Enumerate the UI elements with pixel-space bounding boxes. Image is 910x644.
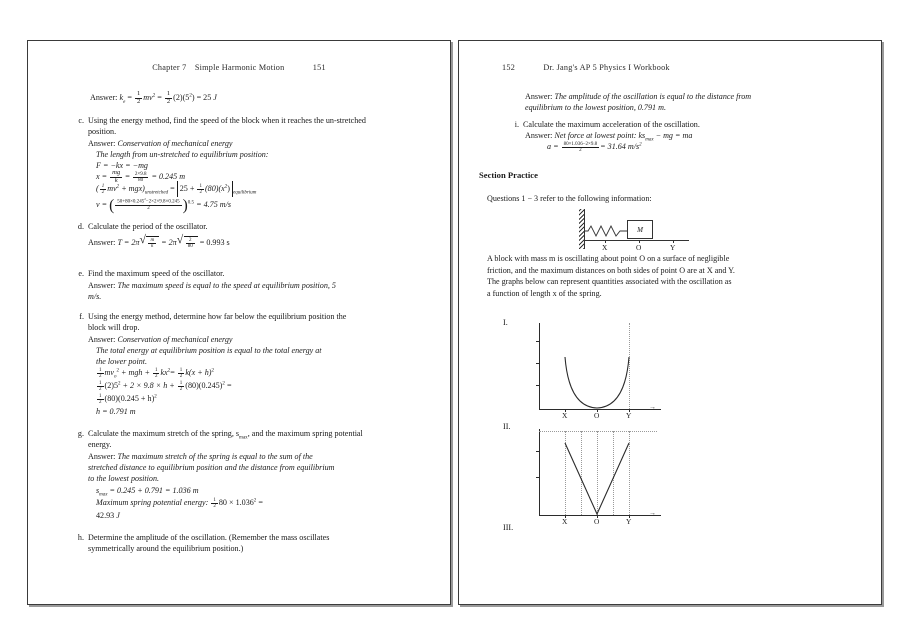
item-c-answer-lead bbox=[88, 138, 232, 149]
item-h-label: h. bbox=[77, 533, 84, 542]
answer-h-italic: The amplitude of the oscillation is equal to the distance from equilibrium to the lowest position, 0.791 m. bbox=[525, 92, 752, 113]
v-power: 0.5 bbox=[187, 200, 195, 206]
pe-label: Maximum spring potential energy: bbox=[96, 498, 209, 507]
item-g bbox=[72, 428, 372, 451]
item-i-italic-a: Net force at lowest point: ks bbox=[554, 131, 646, 140]
item-i-label: i. bbox=[514, 120, 519, 129]
graph-II-x-arrow-icon: → bbox=[649, 509, 656, 517]
item-d-label: d. bbox=[77, 222, 84, 231]
answer-label: Answer: bbox=[88, 335, 116, 344]
one-half-frac-1 bbox=[135, 91, 142, 106]
item-g-pe-result bbox=[96, 510, 120, 521]
eq1-exp: 2 bbox=[116, 368, 119, 374]
item-e-text: Find the maximum speed of the oscillator. bbox=[88, 269, 225, 278]
radical-1 bbox=[139, 236, 159, 249]
figure-label-x: X bbox=[602, 243, 608, 252]
answer-label: Answer: bbox=[90, 93, 118, 103]
page-number-right: 152 bbox=[502, 63, 516, 72]
bracket-a: 25 + bbox=[179, 184, 195, 193]
item-i-text: Calculate the maximum acceleration of the oscillation. bbox=[523, 120, 700, 129]
eq1-sub: o bbox=[113, 374, 117, 380]
figure-label-o: O bbox=[636, 243, 642, 252]
smax-symbol: s bbox=[96, 486, 100, 495]
period-mid: = 2π bbox=[161, 238, 177, 247]
sub-equilibrium: equilibrium bbox=[232, 190, 257, 196]
graph-III-numeral: III. bbox=[503, 523, 514, 532]
equals-1: = bbox=[127, 93, 132, 103]
eq1-rhs-exp: 2 bbox=[211, 368, 214, 374]
frac-num: mg bbox=[112, 169, 121, 176]
accel-result: = 31.64 m/s bbox=[600, 142, 640, 151]
pe-equals: = bbox=[258, 498, 263, 507]
v-symbol: v = bbox=[96, 200, 108, 209]
item-f bbox=[72, 311, 362, 334]
equals-4: = bbox=[170, 184, 175, 193]
graph-I-curve bbox=[539, 323, 664, 413]
frac-num: $50+80\times 0.245^2-2\times 2\times 9.8\times 0.245$ bbox=[117, 197, 180, 205]
v-frac bbox=[115, 199, 181, 211]
eq2-equals: = bbox=[226, 381, 232, 390]
answer-b-line bbox=[90, 91, 217, 106]
answer-label: Answer: bbox=[88, 452, 116, 461]
item-d bbox=[72, 221, 372, 232]
joule-unit: J bbox=[213, 93, 217, 103]
item-c-text: Using the energy method, find the speed of the block when it reaches the un-stretched position. bbox=[88, 116, 366, 137]
abs-bars: 25 + $\frac{1}{2}$ $(80)(x^2)$ bbox=[177, 183, 233, 195]
item-h-text: Determine the amplitude of the oscillation. (Remember the mass oscillates symmetrically around the equilibrium position.) bbox=[88, 533, 330, 554]
item-f-eq-1: $\frac{1}{2}$ $mv_o^2$ + mgh + $\frac{1}{2}$ $kx^2=$ $\frac{1}{2}$ $k(x + h)^2$ bbox=[99, 367, 214, 380]
period-tail: = 0.993 s bbox=[199, 238, 230, 247]
frac-num: 1 bbox=[136, 90, 141, 97]
item-i-sub: max bbox=[645, 137, 654, 143]
equals-2: = bbox=[157, 93, 162, 103]
item-g-label: g. bbox=[77, 429, 84, 438]
frac-den: 2 bbox=[562, 147, 600, 153]
graph-I-label-o: O bbox=[594, 411, 600, 420]
x-symbol: x = bbox=[96, 172, 108, 182]
item-i-italic-b: − mg = ma bbox=[653, 131, 693, 140]
paren-right: ) bbox=[182, 196, 188, 214]
page-number-left: 151 bbox=[312, 63, 326, 72]
pe-expr-exp: 2 bbox=[253, 498, 257, 504]
eq1-rhs: k(x + h) bbox=[185, 368, 212, 377]
frac-den: k bbox=[110, 177, 122, 185]
one-half-frac-2 bbox=[165, 91, 172, 106]
v-result: = 4.75 m/s bbox=[196, 200, 232, 209]
eq2-a: (2)5 bbox=[104, 381, 118, 390]
m-over-k: √ $\frac{m}{k}$ bbox=[150, 237, 155, 249]
graph-II-label-o: O bbox=[594, 517, 600, 526]
spring-block-figure bbox=[579, 209, 739, 254]
item-f-answer-lead bbox=[88, 334, 232, 345]
item-d-answer bbox=[88, 236, 230, 249]
graph-II-label-x: X bbox=[562, 517, 568, 526]
eq1-mgh: + mgh + bbox=[121, 368, 150, 377]
item-e-label: e. bbox=[78, 269, 84, 278]
answer-b-tail: ) = 25 bbox=[191, 93, 214, 103]
item-e-answer bbox=[88, 280, 338, 302]
graph-II-numeral: II. bbox=[503, 422, 511, 431]
item-c-line-1: The length from un-stretched to equilibrium position: bbox=[96, 150, 269, 159]
smax-value: = 0.245 + 0.791 = 1.036 m bbox=[109, 486, 199, 495]
item-e-answer-italic: The maximum speed is equal to the speed at equilibrium position, 5 m/s. bbox=[88, 281, 336, 302]
numeric-frac bbox=[133, 172, 149, 184]
answer-b-ke-sub: e bbox=[123, 99, 126, 105]
pe-unit: J bbox=[116, 511, 120, 520]
answer-label: Answer: bbox=[88, 281, 116, 290]
item-c bbox=[72, 115, 372, 138]
equals-3: = bbox=[125, 172, 130, 182]
answer-b-numbers: (2)(5 bbox=[173, 93, 190, 103]
mv-exp: 2 bbox=[152, 93, 156, 99]
item-f-eq-4: h = 0.791 m bbox=[96, 407, 136, 416]
item-c-v-eq bbox=[96, 196, 232, 214]
eq2-c: (80)(0.245) bbox=[185, 381, 223, 390]
item-g-pe bbox=[96, 497, 263, 509]
item-f-text: Using the energy method, determine how far below the equilibrium position the block will drop. bbox=[88, 312, 347, 333]
eq2-a-exp: 2 bbox=[118, 381, 121, 387]
item-g-answer-italic: The maximum stretch of the spring is equal to the sum of the stretched distance to equilibrium position and the distance from equilibrium to the lowest position. bbox=[88, 452, 335, 484]
bracket-b: (80)(x bbox=[204, 184, 225, 193]
figure-label-y: Y bbox=[670, 243, 676, 252]
paren-left: ( bbox=[109, 196, 115, 214]
answer-label: Answer: bbox=[525, 92, 553, 101]
pe-expr: 80 × 1.036 bbox=[218, 498, 254, 507]
answer-h-block bbox=[525, 91, 780, 113]
bracket-c: ) bbox=[227, 184, 230, 193]
accel-lead: a = bbox=[547, 142, 559, 151]
item-h bbox=[72, 532, 362, 555]
frac-den: 2 bbox=[136, 97, 141, 105]
mv-term: mv bbox=[143, 93, 153, 103]
running-head-chapter: Chapter 7 bbox=[152, 63, 187, 72]
frac-den: 2 bbox=[166, 97, 171, 105]
running-head-book-title: Dr. Jang's AP 5 Physics I Workbook bbox=[543, 63, 670, 72]
item-i-accel-eq bbox=[547, 141, 642, 153]
block-label: M bbox=[637, 225, 643, 234]
eq1-equals: = bbox=[170, 368, 175, 377]
item-i-answer bbox=[525, 130, 692, 141]
page-left bbox=[27, 40, 451, 605]
item-f-subnote: The total energy at equilibrium position is equal to the total energy at the lower point. bbox=[96, 346, 322, 367]
answer-label: Answer: bbox=[88, 238, 116, 247]
item-g-answer bbox=[88, 451, 336, 485]
graph-I-label-y: Y bbox=[626, 411, 632, 420]
graph-I-numeral: I. bbox=[503, 318, 508, 327]
item-g-smax bbox=[96, 485, 199, 496]
running-head-title: Simple Harmonic Motion bbox=[194, 63, 285, 72]
graph-I-x-arrow-icon: → bbox=[649, 403, 656, 411]
running-head-right bbox=[502, 63, 670, 72]
item-c-energy-eq bbox=[96, 183, 256, 195]
graph-II-label-y: Y bbox=[626, 517, 632, 526]
sub-unstretched: unstretched bbox=[144, 190, 169, 196]
graph-I-label-x: X bbox=[562, 411, 568, 420]
item-i bbox=[507, 119, 807, 130]
figure-description: A block with mass m is oscillating about point O on a surface of negligible friction, and the maximum distances on both sides of point O are at X and Y. The graphs below can represent quantities associated with the oscillation as a function of length x of the spring. bbox=[487, 254, 735, 298]
eq1-kx-exp: 2 bbox=[167, 368, 171, 374]
section-practice-heading: Section Practice bbox=[479, 170, 538, 180]
item-c-answer-italic: Conservation of mechanical energy bbox=[117, 139, 233, 148]
smax-sub: max bbox=[99, 492, 108, 498]
two-over-eighty: √ $\frac{2}{80}$ bbox=[187, 237, 193, 249]
graph-II-curve bbox=[539, 429, 664, 519]
answer-b-num-exp: 2 bbox=[189, 93, 192, 99]
pe-result: 42.93 bbox=[96, 511, 117, 520]
period-lead: T = 2π bbox=[117, 238, 140, 247]
eq1-kx: kx bbox=[160, 368, 168, 377]
frac-num: 1 bbox=[166, 90, 171, 97]
radical-2 bbox=[177, 236, 198, 249]
page-right bbox=[458, 40, 882, 605]
frac-den: 2 bbox=[115, 205, 181, 211]
eq2-b: + 2 × 9.8 × h + bbox=[122, 381, 175, 390]
bracket-exp: 2 bbox=[224, 184, 228, 190]
answer-label: Answer: bbox=[88, 139, 116, 148]
running-head-left bbox=[28, 63, 450, 72]
item-e bbox=[72, 268, 372, 279]
item-f-eq-2: $\frac{1}{2}$ $(2)5^2 + 2 \times 9.8 \times h$ + $\frac{1}{2}$ $(80)(0.245)^2$ = bbox=[99, 380, 232, 392]
eq3-a-exp: 2 bbox=[154, 394, 157, 400]
frac-num: 2×9.8 bbox=[134, 171, 147, 177]
accel-frac bbox=[562, 142, 600, 154]
mass-block bbox=[627, 220, 653, 239]
frac-num: 80×1.036−2×9.8 bbox=[563, 141, 598, 147]
eq2-c-exp: 2 bbox=[222, 381, 225, 387]
frac-den: 80 bbox=[133, 177, 149, 183]
item-c-label: c. bbox=[78, 116, 84, 125]
questions-intro: Questions 1 − 3 refer to the following information: bbox=[487, 194, 652, 203]
pe-half-frac: $\frac{1}{2}$ bbox=[213, 497, 216, 509]
spring-coil-icon bbox=[585, 225, 627, 237]
eq3-a: (80)(0.245 + h) bbox=[104, 394, 155, 403]
item-g-text: Calculate the maximum stretch of the spring, $s_{max}$, and the maximum spring potential energy. bbox=[88, 429, 363, 450]
accel-result-exp: 2 bbox=[639, 142, 642, 148]
item-f-eq-3: $\frac{1}{2}$ $(80)(0.245 + h)^2$ bbox=[99, 393, 157, 405]
answer-label: Answer: bbox=[525, 131, 553, 140]
graph-I bbox=[539, 323, 684, 423]
big-parens bbox=[109, 196, 188, 214]
x-result: = 0.245 m bbox=[151, 172, 186, 182]
eq1-mv: mv bbox=[104, 368, 114, 377]
energy-lhs: ( $\frac{1}{2}$ $mv^2 + mgx$) bbox=[96, 183, 145, 195]
item-d-text: Calculate the period of the oscillator. bbox=[88, 222, 208, 231]
item-c-force-eq: F = −kx = −mg bbox=[96, 161, 148, 170]
item-f-answer-italic: Conservation of mechanical energy bbox=[117, 335, 233, 344]
graph-II bbox=[539, 429, 684, 529]
answer-b-ke: k bbox=[119, 93, 124, 103]
item-f-label: f. bbox=[79, 312, 84, 321]
